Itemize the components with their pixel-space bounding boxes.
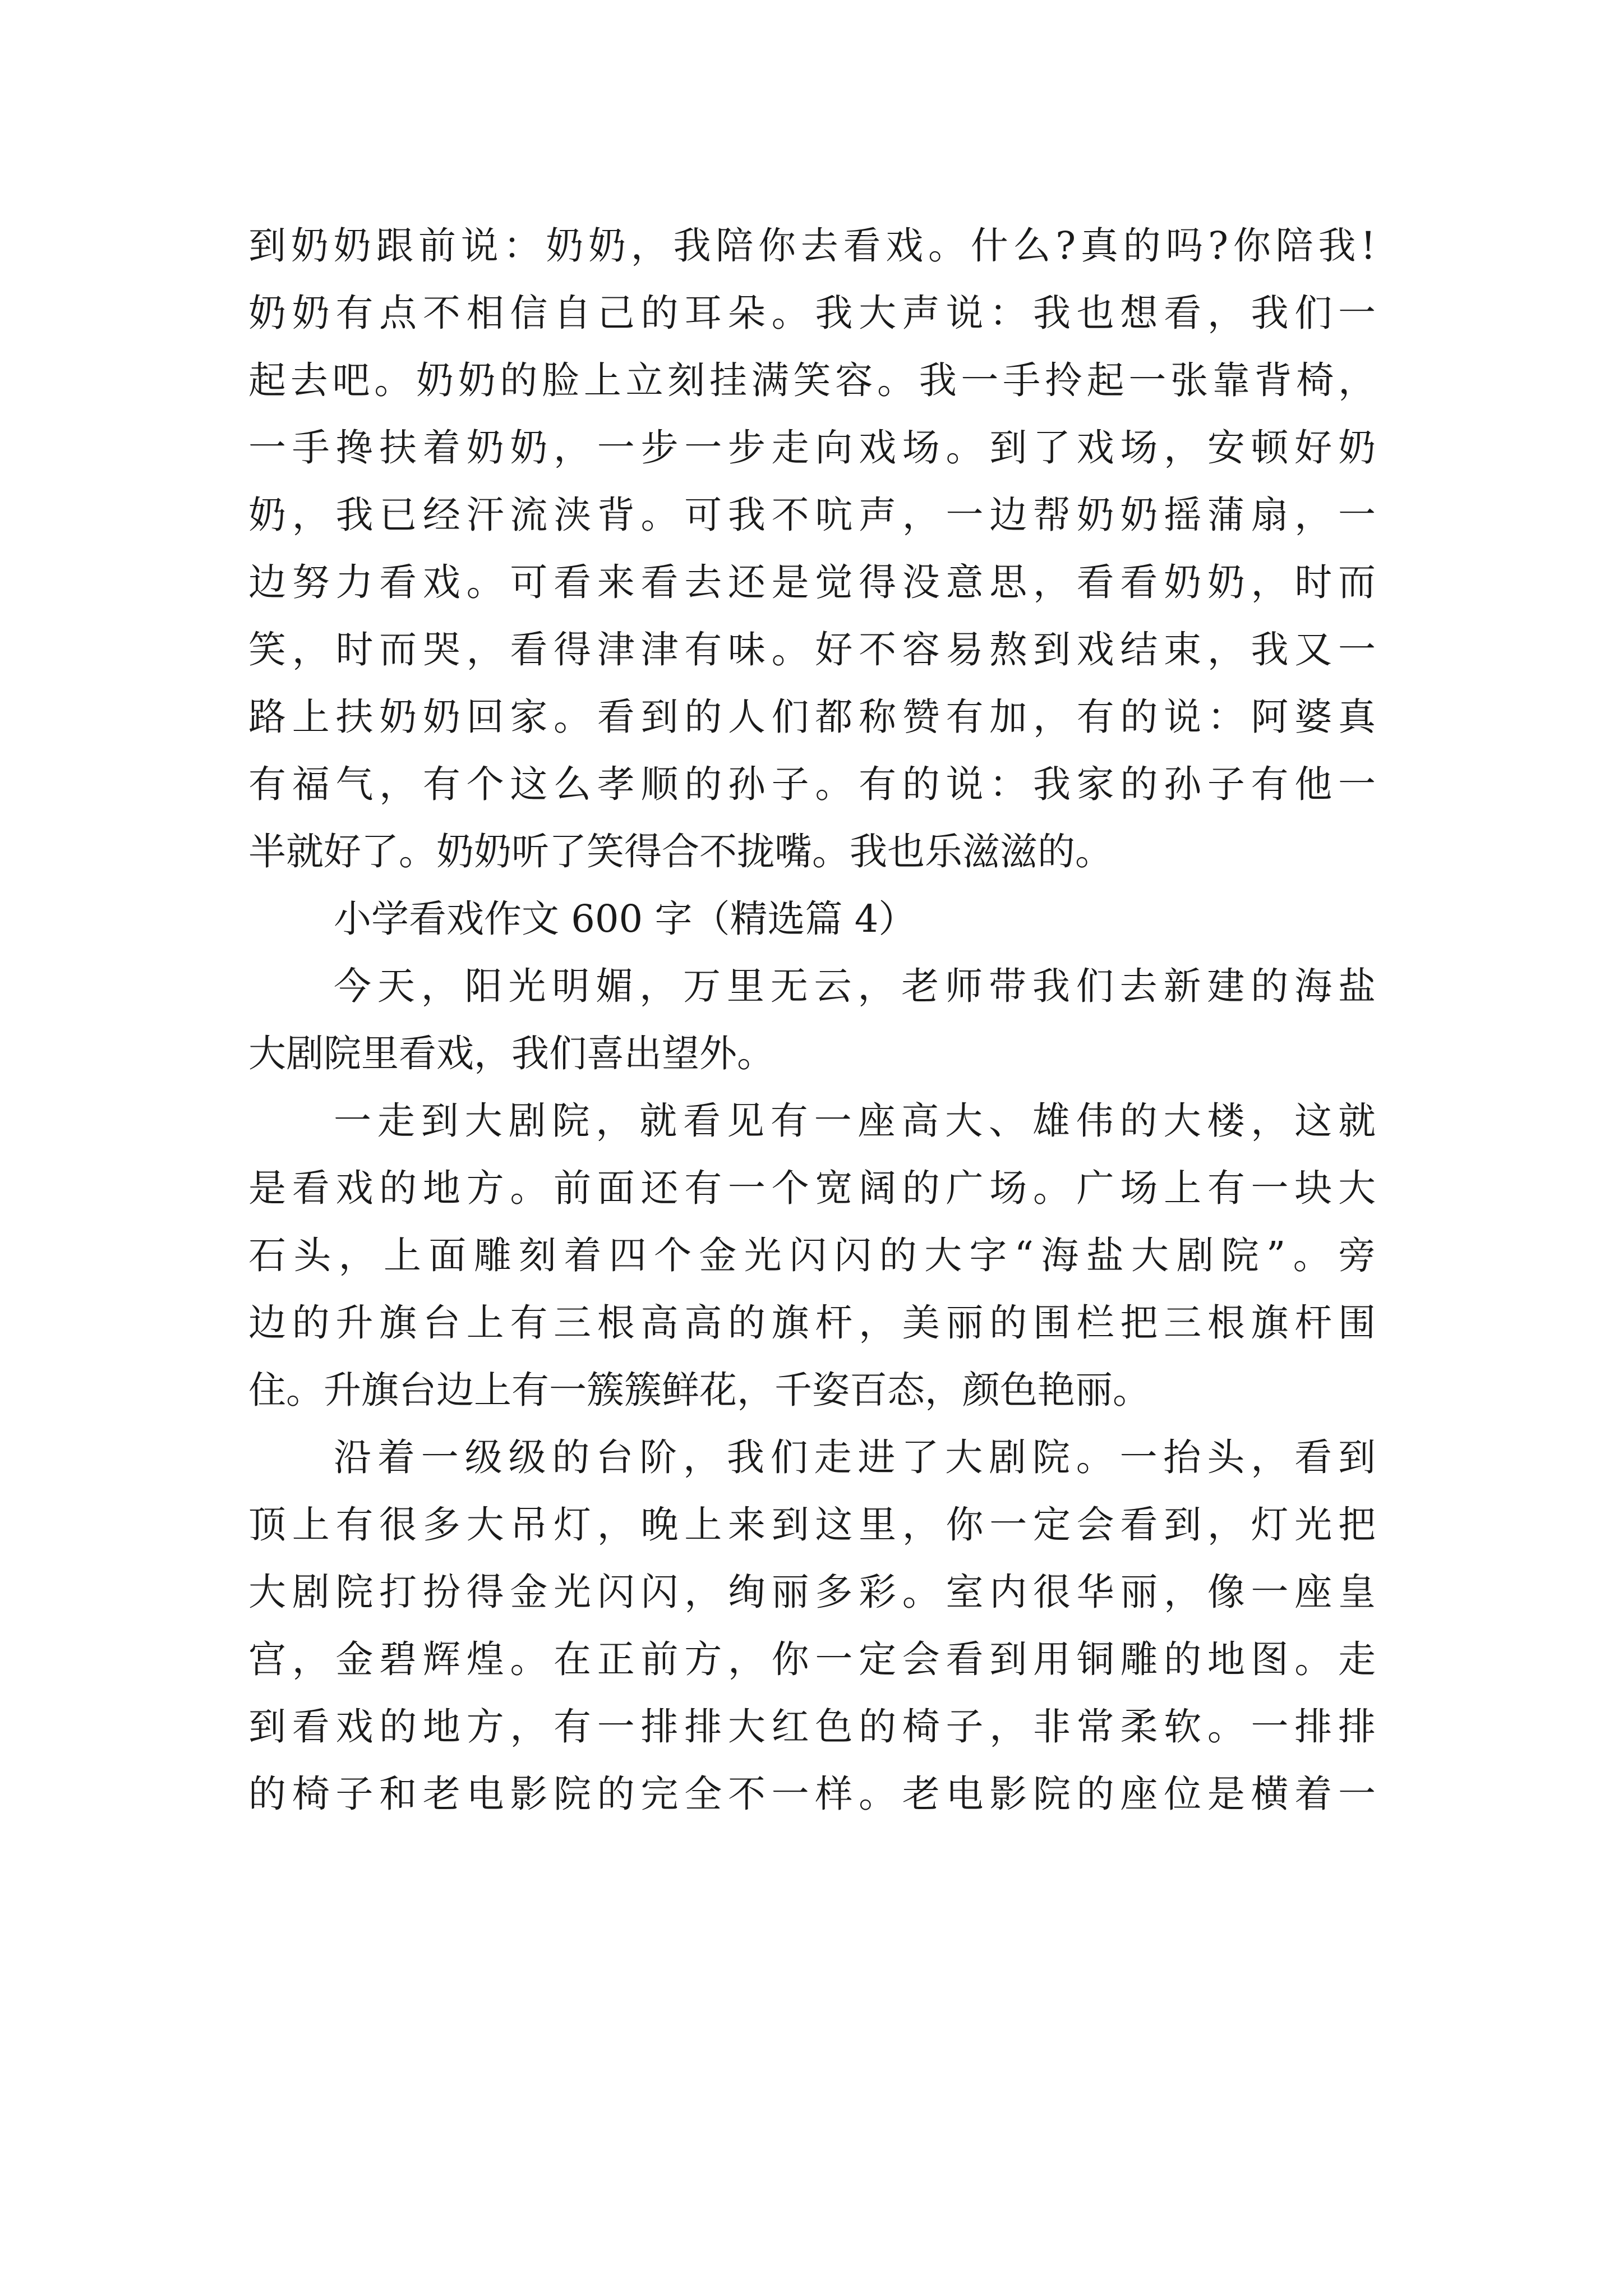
text-line: 到看戏的地方，有一排排大红色的椅子，非常柔软。一排排 xyxy=(248,1705,1376,1749)
paragraph-first-line: 一走到大剧院，就看见有一座高大、雄伟的大楼，这就 xyxy=(334,1099,1376,1143)
text-line: 住。升旗台边上有一簇簇鲜花，千姿百态，颜色艳丽。 xyxy=(248,1368,1150,1412)
text-line: 大剧院里看戏，我们喜出望外。 xyxy=(248,1032,774,1075)
text-line: 奶，我已经汗流浃背。可我不吭声，一边帮奶奶摇蒲扇，一 xyxy=(248,493,1376,537)
text-line: 笑，时而哭，看得津津有味。好不容易熬到戏结束，我又一 xyxy=(248,628,1376,671)
text-line: 一手搀扶着奶奶，一步一步走向戏场。到了戏场，安顿好奶 xyxy=(248,426,1376,470)
section-heading: 小学看戏作文 600 字（精选篇 4） xyxy=(334,897,916,941)
paragraph-first-line: 沿着一级级的台阶，我们走进了大剧院。一抬头，看到 xyxy=(334,1435,1376,1479)
text-line: 边的升旗台上有三根高高的旗杆，美丽的围栏把三根旗杆围 xyxy=(248,1301,1376,1345)
text-line: 有福气，有个这么孝顺的孙子。有的说：我家的孙子有他一 xyxy=(248,762,1376,806)
text-line: 起去吧。奶奶的脸上立刻挂满笑容。我一手拎起一张靠背椅， xyxy=(248,358,1376,402)
text-line: 边努力看戏。可看来看去还是觉得没意思，看看奶奶，时而 xyxy=(248,560,1376,604)
text-line: 大剧院打扮得金光闪闪，绚丽多彩。室内很华丽，像一座皇 xyxy=(248,1570,1376,1614)
text-line: 路上扶奶奶回家。看到的人们都称赞有加，有的说：阿婆真 xyxy=(248,695,1376,739)
text-line: 奶奶有点不相信自己的耳朵。我大声说：我也想看，我们一 xyxy=(248,291,1376,335)
text-line: 是看戏的地方。前面还有一个宽阔的广场。广场上有一块大 xyxy=(248,1166,1376,1210)
text-line: 顶上有很多大吊灯，晚上来到这里，你一定会看到，灯光把 xyxy=(248,1503,1376,1547)
paragraph-first-line: 今天，阳光明媚，万里无云，老师带我们去新建的海盐 xyxy=(334,964,1376,1008)
text-line: 的椅子和老电影院的完全不一样。老电影院的座位是横着一 xyxy=(248,1772,1376,1816)
document-body xyxy=(248,212,1376,1828)
text-line: 到奶奶跟前说：奶奶，我陪你去看戏。什么?真的吗?你陪我! xyxy=(248,224,1376,268)
text-line: 半就好了。奶奶听了笑得合不拢嘴。我也乐滋滋的。 xyxy=(248,830,1113,873)
text-line: 宫，金碧辉煌。在正前方，你一定会看到用铜雕的地图。走 xyxy=(248,1637,1376,1681)
text-line: 石头，上面雕刻着四个金光闪闪的大字“海盐大剧院”。旁 xyxy=(248,1234,1376,1277)
